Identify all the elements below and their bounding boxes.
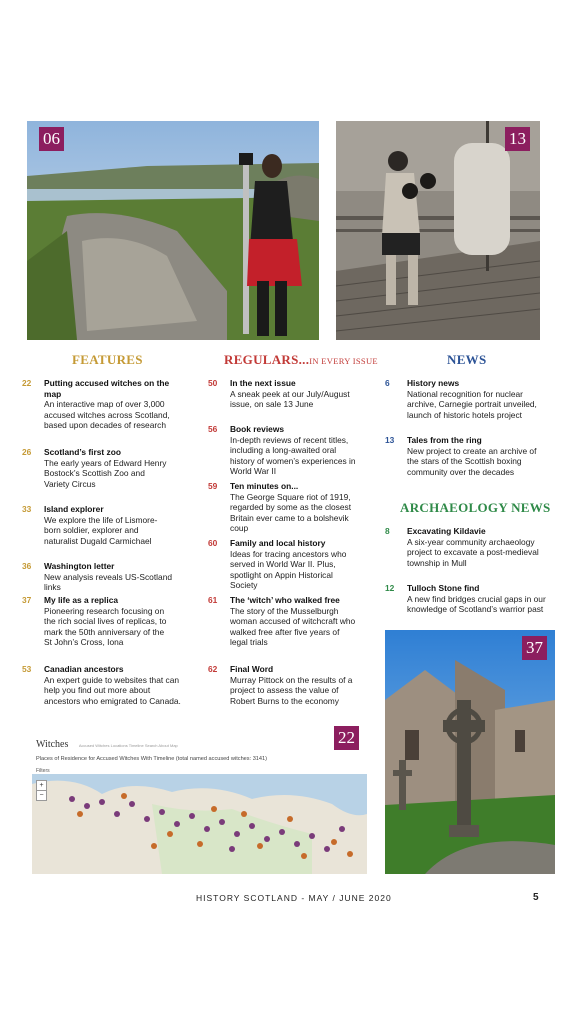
feature-page-number: 36 bbox=[22, 561, 32, 571]
feature-item[interactable] bbox=[22, 561, 182, 593]
regular-description: A sneak peek at our July/August issue, on sale 13 June bbox=[230, 388, 350, 410]
archaeology-heading: ARCHAEOLOGY NEWS bbox=[400, 500, 551, 515]
regular-item[interactable] bbox=[208, 378, 358, 410]
feature-description: An expert guide to websites that can help you find out more about ancestors who emigrated to Canada. bbox=[44, 674, 181, 706]
feature-title: Canadian ancestors bbox=[44, 664, 124, 674]
regular-title: Book reviews bbox=[230, 424, 284, 434]
feature-title: Washington letter bbox=[44, 561, 115, 571]
iona-photo-image bbox=[385, 630, 555, 874]
news-item[interactable] bbox=[385, 378, 545, 420]
feature-description: Pioneering research focusing on the rich social lives of replicas, to mark the 50th anniversary of the St John’s Cross, Iona bbox=[44, 605, 167, 648]
regular-item[interactable] bbox=[208, 538, 358, 591]
feature-item[interactable] bbox=[22, 595, 172, 648]
page-footer bbox=[196, 893, 392, 903]
news-title: History news bbox=[407, 378, 460, 388]
archaeology-page-number: 12 bbox=[385, 583, 395, 593]
news-page-number: 13 bbox=[385, 435, 395, 445]
archaeology-title: Tulloch Stone find bbox=[407, 583, 480, 593]
regular-page-number: 60 bbox=[208, 538, 218, 548]
feature-page-number: 33 bbox=[22, 504, 32, 514]
feature-item[interactable] bbox=[22, 378, 172, 431]
news-item[interactable] bbox=[385, 435, 545, 477]
photo-iona-cross bbox=[385, 630, 555, 874]
archaeology-item[interactable] bbox=[385, 583, 550, 615]
regular-page-number: 50 bbox=[208, 378, 218, 388]
footer-magazine-name: HISTORY SCOTLAND bbox=[196, 893, 298, 903]
regular-title: The ‘witch’ who walked free bbox=[230, 595, 340, 605]
news-description: New project to create an archive of the stars of the Scottish boxing community over the decades bbox=[407, 445, 537, 477]
feature-page-number: 53 bbox=[22, 664, 32, 674]
news-title: Tales from the ring bbox=[407, 435, 482, 445]
witches-map-screenshot bbox=[32, 722, 367, 874]
features-heading: FEATURES bbox=[72, 352, 143, 367]
feature-page-number: 26 bbox=[22, 447, 32, 457]
map-caption: Places of Residence for Accused Witches With Timeline (total named accused witches: 3141) bbox=[36, 756, 268, 762]
regular-title: In the next issue bbox=[230, 378, 296, 388]
regulars-subtitle: IN EVERY ISSUE bbox=[309, 356, 378, 366]
regular-title: Family and local history bbox=[230, 538, 326, 548]
regular-title: Ten minutes on... bbox=[230, 481, 299, 491]
feature-description: We explore the life of Lismore-born soldier, explorer and naturalist Dugald Carmichael bbox=[44, 514, 158, 546]
news-description: National recognition for nuclear archive, Carnegie portrait unveiled, launch of historic hotels project bbox=[407, 388, 537, 420]
page-badge-22: 22 bbox=[334, 726, 359, 750]
page-badge-37: 37 bbox=[522, 636, 547, 660]
map-land-image bbox=[32, 774, 367, 874]
regular-item[interactable] bbox=[208, 481, 358, 534]
page-badge-13: 13 bbox=[505, 127, 530, 151]
regular-page-number: 59 bbox=[208, 481, 218, 491]
feature-page-number: 37 bbox=[22, 595, 32, 605]
archaeology-page-number: 8 bbox=[385, 526, 390, 536]
feature-description: The early years of Edward Henry Bostock’s Scottish Zoo and Variety Circus bbox=[44, 457, 167, 489]
map-site-header bbox=[36, 734, 178, 752]
feature-description: An interactive map of over 3,000 accused witches across Scotland, based upon decades of research bbox=[44, 399, 170, 431]
page-number: 5 bbox=[533, 892, 539, 903]
feature-title: Scotland’s first zoo bbox=[44, 447, 121, 457]
page-badge-06: 06 bbox=[39, 127, 64, 151]
regular-title: Final Word bbox=[230, 664, 274, 674]
photo-boxer bbox=[336, 121, 540, 340]
regular-page-number: 62 bbox=[208, 664, 218, 674]
news-page-number: 6 bbox=[385, 378, 390, 388]
archaeology-description: A six-year community archaeology project to excavate a post-medieval township in Mull bbox=[407, 536, 539, 568]
regular-page-number: 56 bbox=[208, 424, 218, 434]
archaeology-title: Excavating Kildavie bbox=[407, 526, 486, 536]
feature-title: Putting accused witches on the map bbox=[44, 378, 170, 399]
regular-item[interactable] bbox=[208, 424, 358, 477]
regulars-heading bbox=[224, 352, 378, 368]
zoom-out-button[interactable]: − bbox=[37, 790, 46, 800]
feature-description: New analysis reveals US-Scotland links bbox=[44, 571, 173, 593]
map-site-nav: Accused Witches Locations Timeline Search About Map bbox=[78, 743, 178, 748]
map-zoom-controls bbox=[36, 780, 47, 801]
photo-survey-woman bbox=[27, 121, 319, 340]
survey-photo-image bbox=[27, 121, 319, 340]
footer-issue: - MAY / JUNE 2020 bbox=[297, 893, 392, 903]
feature-title: Island explorer bbox=[44, 504, 104, 514]
feature-item[interactable] bbox=[22, 504, 172, 546]
regular-description: Ideas for tracing ancestors who served in World War II. Plus, spotlight on Appin Historical Society bbox=[230, 548, 347, 591]
regular-item[interactable] bbox=[208, 664, 358, 706]
feature-page-number: 22 bbox=[22, 378, 32, 388]
zoom-in-button[interactable]: + bbox=[39, 782, 44, 789]
map-filters[interactable]: Filters bbox=[36, 768, 50, 774]
regular-item[interactable] bbox=[208, 595, 358, 648]
regular-description: In-depth reviews of recent titles, including a long-awaited oral history of women’s experiences in World War II bbox=[230, 434, 356, 477]
map-site-title: Witches bbox=[36, 739, 69, 750]
regular-description: The George Square riot of 1919, regarded by some as the closest Britain ever came to a bolshevik coup bbox=[230, 491, 352, 534]
boxer-photo-image bbox=[336, 121, 540, 340]
archaeology-item[interactable] bbox=[385, 526, 545, 568]
regular-page-number: 61 bbox=[208, 595, 218, 605]
regular-description: The story of the Musselburgh woman accused of witchcraft who walked free after five years of legal trials bbox=[230, 605, 356, 648]
map-canvas[interactable] bbox=[32, 774, 367, 874]
feature-item[interactable] bbox=[22, 447, 172, 489]
regulars-title: REGULARS... bbox=[224, 352, 310, 367]
regular-description: Murray Pittock on the results of a project to assess the value of Robert Burns to the economy bbox=[230, 674, 353, 706]
feature-title: My life as a replica bbox=[44, 595, 119, 605]
archaeology-description: A new find bridges crucial gaps in our knowledge of Scotland’s warrior past bbox=[407, 593, 546, 615]
feature-item[interactable] bbox=[22, 664, 182, 706]
news-heading: NEWS bbox=[447, 352, 487, 367]
